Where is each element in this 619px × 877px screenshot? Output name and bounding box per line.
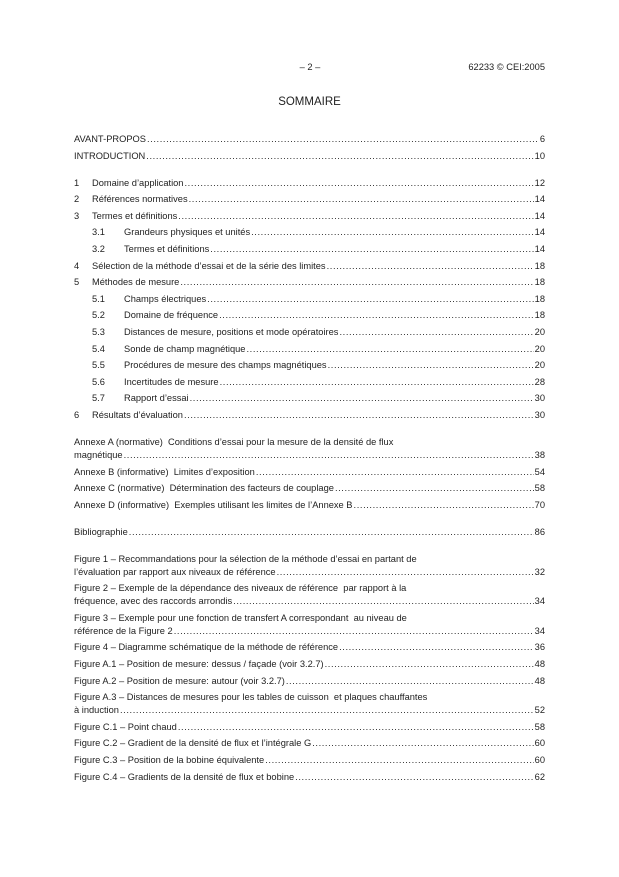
toc-entry[interactable]: [74, 327, 545, 338]
toc-entry[interactable]: [74, 344, 545, 355]
entry-number: 5.5: [92, 360, 105, 371]
toc-entry-multiline[interactable]: [74, 613, 545, 637]
dot-leader: [210, 244, 533, 255]
entry-label: Sonde de champ magnétique: [124, 343, 246, 354]
toc-front-matter: [74, 134, 545, 162]
toc-entry[interactable]: [74, 738, 545, 749]
toc-entry[interactable]: [74, 244, 545, 255]
toc-entry[interactable]: [74, 393, 545, 404]
dot-leader: [219, 310, 534, 321]
toc-entry-multiline[interactable]: [74, 554, 545, 578]
dot-leader: [189, 194, 534, 205]
toc-entry[interactable]: [74, 642, 545, 653]
entry-label: Termes et définitions: [124, 243, 210, 254]
toc-entry[interactable]: [74, 676, 545, 687]
entry-page: 12: [534, 177, 545, 188]
entry-page: 18: [534, 277, 545, 288]
toc-entry[interactable]: [74, 377, 545, 388]
toc-entry[interactable]: [74, 211, 545, 222]
entry-label: fréquence, avec des raccords arrondis: [74, 596, 233, 607]
entry-number: 4: [74, 260, 80, 271]
entry-number: 3.1: [92, 227, 105, 238]
entry-number: 5.3: [92, 326, 105, 337]
toc-entry[interactable]: [74, 755, 545, 766]
dot-leader: [129, 527, 534, 538]
entry-number: 5.6: [92, 376, 105, 387]
entry-page: 48: [534, 675, 545, 686]
toc-entry[interactable]: [74, 467, 545, 478]
entry-label-line1: Figure 3 – Exemple pour une fonction de transfert A correspondant au niveau de: [74, 612, 407, 623]
entry-label: Rapport d’essai: [124, 393, 189, 404]
dot-leader: [277, 567, 534, 578]
dot-leader: [233, 596, 534, 607]
dot-leader: [354, 500, 534, 511]
entry-label-line1: Figure A.3 – Distances de mesures pour les tables de cuisson et plaques chauffantes: [74, 692, 428, 703]
toc-entry[interactable]: [74, 360, 545, 371]
dot-leader: [178, 211, 533, 222]
entry-label: Annexe B (informative) Limites d’exposition: [74, 466, 255, 477]
entry-number: 5.4: [92, 343, 105, 354]
entry-page: 30: [534, 393, 545, 404]
dot-leader: [312, 738, 533, 749]
standard-reference: 62233 © CEI:2005: [468, 62, 545, 72]
entry-label: AVANT-PROPOS: [74, 134, 146, 144]
dot-leader: [246, 344, 533, 355]
toc-entry[interactable]: [74, 659, 545, 670]
entry-number: 3: [74, 210, 80, 221]
entry-label-line1: Figure 1 – Recommandations pour la sélection de la méthode d’essai en partant de: [74, 553, 417, 564]
toc-entry[interactable]: [74, 626, 545, 637]
entry-label: Figure 4 – Diagramme schématique de la méthode de référence: [74, 642, 339, 653]
dot-leader: [190, 393, 534, 404]
entry-page: 18: [534, 310, 545, 321]
dot-leader: [327, 261, 534, 272]
toc-entry[interactable]: [74, 151, 545, 162]
dot-leader: [339, 642, 534, 653]
entry-label: Domaine de fréquence: [124, 310, 219, 321]
entry-page: 20: [534, 360, 545, 371]
entry-page: 10: [534, 150, 545, 161]
entry-label: Résultats d’évaluation: [92, 409, 183, 420]
entry-page: 18: [534, 293, 545, 304]
entry-page: 6: [539, 134, 545, 144]
entry-page: 14: [534, 227, 545, 238]
dot-leader: [147, 134, 539, 145]
entry-label: à induction: [74, 705, 119, 716]
toc-entry[interactable]: [74, 705, 545, 716]
entry-label: Sélection de la méthode d’essai et de la série des limites: [92, 260, 326, 271]
toc-entry[interactable]: [74, 227, 545, 238]
entry-page: 48: [534, 659, 545, 670]
entry-label: Références normatives: [92, 194, 188, 205]
toc-entry[interactable]: [74, 450, 545, 461]
entry-label: Bibliographie: [74, 526, 128, 537]
toc-entry[interactable]: [74, 772, 545, 783]
entry-label: Termes et définitions: [92, 210, 178, 221]
entry-page: 58: [534, 721, 545, 732]
entry-page: 38: [534, 449, 545, 460]
entry-label: Figure C.4 – Gradients de la densité de flux et bobine: [74, 771, 295, 782]
entry-page: 62: [534, 771, 545, 782]
entry-label: Figure A.2 – Position de mesure: autour (voir 3.2.7): [74, 675, 285, 686]
entry-page: 28: [534, 376, 545, 387]
entry-label: Figure C.1 – Point chaud: [74, 721, 177, 732]
entry-page: 36: [534, 642, 545, 653]
toc-bibliography: [74, 527, 545, 538]
entry-page: 34: [534, 625, 545, 636]
dot-leader: [174, 626, 534, 637]
entry-label: Incertitudes de mesure: [124, 376, 219, 387]
dot-leader: [180, 277, 533, 288]
dot-leader: [339, 327, 533, 338]
toc-entry[interactable]: [74, 194, 545, 205]
toc-entry[interactable]: [74, 483, 545, 494]
table-of-contents: [74, 134, 545, 799]
entry-label: Annexe C (normative) Détermination des facteurs de couplage: [74, 483, 334, 494]
dot-leader: [256, 467, 534, 478]
entry-number: 6: [74, 409, 80, 420]
entry-page: 60: [534, 738, 545, 749]
dot-leader: [120, 705, 534, 716]
toc-entry-multiline[interactable]: [74, 583, 545, 607]
entry-page: 14: [534, 210, 545, 221]
entry-page: 60: [534, 755, 545, 766]
dot-leader: [184, 410, 534, 421]
entry-label: magnétique: [74, 449, 123, 460]
entry-label: Procédures de mesure des champs magnétiques: [124, 360, 327, 371]
entry-label: Annexe D (informative) Exemples utilisant les limites de l’Annexe B: [74, 499, 353, 510]
entry-label: Figure C.2 – Gradient de la densité de flux et l’intégrale G: [74, 738, 312, 749]
dot-leader: [286, 676, 534, 687]
toc-entry[interactable]: [74, 277, 545, 288]
entry-page: 30: [534, 409, 545, 420]
entry-label: référence de la Figure 2: [74, 625, 173, 636]
entry-label: Méthodes de mesure: [92, 277, 180, 288]
toc-figures: [74, 554, 545, 783]
entry-label: Grandeurs physiques et unités: [124, 227, 251, 238]
dot-leader: [265, 755, 533, 766]
toc-entry[interactable]: [74, 310, 545, 321]
toc-entry[interactable]: [74, 567, 545, 578]
entry-label: INTRODUCTION: [74, 150, 146, 161]
toc-entry-multiline[interactable]: [74, 692, 545, 716]
dot-leader: [251, 227, 534, 238]
page-number: – 2 –: [299, 62, 321, 72]
entry-label: Domaine d’application: [92, 177, 184, 188]
entry-page: 14: [534, 243, 545, 254]
dot-leader: [124, 450, 534, 461]
toc-entry[interactable]: [74, 596, 545, 607]
entry-number: 5.1: [92, 293, 105, 304]
entry-label: Figure A.1 – Position de mesure: dessus / façade (voir 3.2.7): [74, 659, 324, 670]
entry-page: 70: [534, 499, 545, 510]
toc-entry[interactable]: [74, 500, 545, 511]
toc-entry[interactable]: [74, 134, 545, 145]
entry-label: Figure C.3 – Position de la bobine équivalente: [74, 755, 265, 766]
toc-entry-multiline[interactable]: [74, 437, 545, 461]
entry-label: l’évaluation par rapport aux niveaux de référence: [74, 566, 276, 577]
entry-page: 52: [534, 705, 545, 716]
dot-leader: [184, 178, 533, 189]
entry-page: 34: [534, 596, 545, 607]
entry-label-line1: Annexe A (normative) Conditions d’essai pour la mesure de la densité de flux: [74, 436, 394, 447]
page-title: SOMMAIRE: [278, 96, 341, 108]
dot-leader: [207, 294, 533, 305]
toc-annexes: [74, 437, 545, 511]
entry-page: 18: [534, 260, 545, 271]
entry-page: 14: [534, 194, 545, 205]
dot-leader: [328, 360, 534, 371]
toc-entry[interactable]: [74, 410, 545, 421]
dot-leader: [295, 772, 533, 783]
dot-leader: [220, 377, 534, 388]
entry-page: 20: [534, 326, 545, 337]
entry-page: 58: [534, 483, 545, 494]
entry-number: 2: [74, 194, 80, 205]
toc-entry[interactable]: [74, 722, 545, 733]
dot-leader: [178, 722, 534, 733]
entry-label: Distances de mesure, positions et mode opératoires: [124, 326, 339, 337]
entry-number: 1: [74, 177, 80, 188]
dot-leader: [335, 483, 534, 494]
toc-entry[interactable]: [74, 178, 545, 189]
toc-entry[interactable]: [74, 261, 545, 272]
entry-page: 86: [534, 526, 545, 537]
entry-number: 5: [74, 277, 80, 288]
entry-label-line1: Figure 2 – Exemple de la dépendance des niveaux de référence par rapport à la: [74, 583, 407, 594]
toc-entry[interactable]: [74, 294, 545, 305]
dot-leader: [146, 151, 533, 162]
entry-page: 54: [534, 466, 545, 477]
dot-leader: [325, 659, 534, 670]
entry-number: 5.7: [92, 393, 105, 404]
entry-number: 5.2: [92, 310, 105, 321]
entry-number: 3.2: [92, 243, 105, 254]
toc-chapters: [74, 178, 545, 421]
entry-page: 20: [534, 343, 545, 354]
toc-entry[interactable]: [74, 527, 545, 538]
entry-label: Champs électriques: [124, 293, 207, 304]
entry-page: 32: [534, 566, 545, 577]
